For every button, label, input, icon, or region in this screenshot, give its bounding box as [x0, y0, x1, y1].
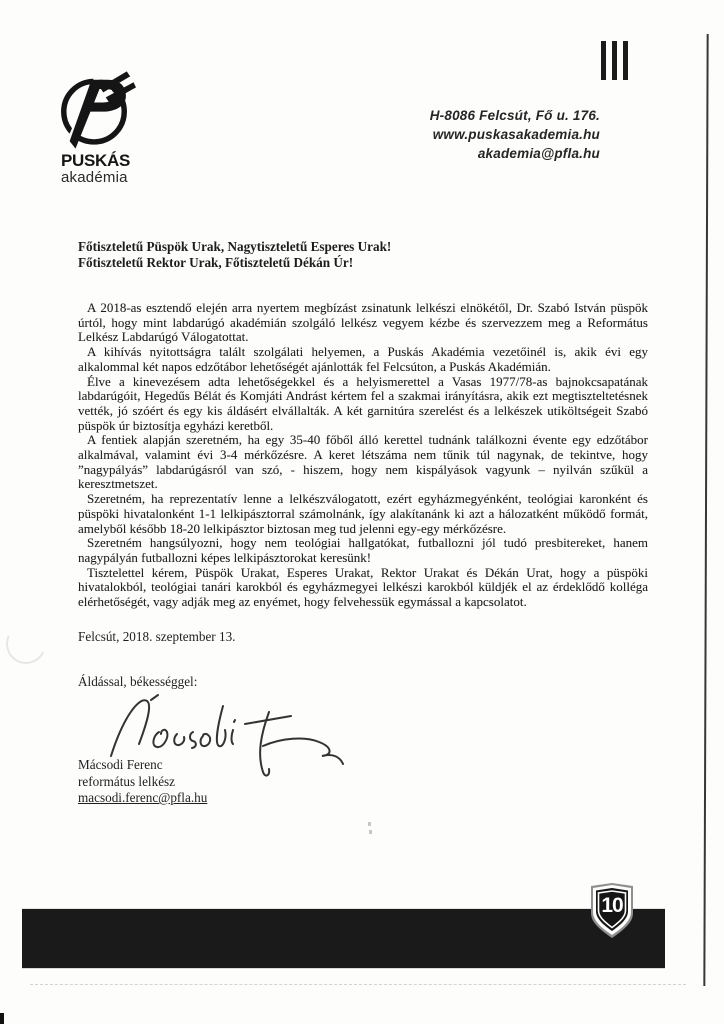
tally-bar	[601, 41, 606, 80]
scan-speck	[369, 830, 372, 834]
tally-bar	[612, 41, 617, 80]
salutation-line-1: Főtiszteletű Püspök Urak, Nagytiszteletű Esperes Urak!	[78, 239, 392, 254]
paragraph: Tisztelettel kérem, Püspök Urakat, Esperes Urakat, Rektor Urakat és Dékán Urat, hogy a püspöki hivatalokból, teológiai tanári karokból és egyházmegyei lelkészi karokból küldjék el az érdeklődő kolléga elérhetőségét, vagy adják meg az enyémet, hogy felvehessük egymással a kapcsolatot.	[78, 564, 648, 610]
signer-block	[78, 757, 207, 807]
paragraph: Szeretném hangsúlyozni, hogy nem teológiai hallgatókat, futballozni jól tudó presbitereket, hanem nagypályán futballozni képes lelkipásztorokat keresünk!	[78, 535, 648, 565]
address-email: akademia@pfla.hu	[477, 146, 600, 161]
logo-brand-name: PUSKÁS	[61, 151, 131, 170]
closing-phrase: Áldással, békességgel:	[78, 674, 198, 689]
footer-black-bar	[22, 909, 665, 968]
logo-brand-subtitle: akadémia	[61, 169, 128, 186]
scan-dashed-line	[30, 984, 686, 985]
logo-p-emblem-icon	[50, 68, 138, 152]
dateline: Felcsút, 2018. szeptember 13.	[78, 629, 236, 644]
paragraph: Szeretném, ha reprezentatív lenne a lelkészválogatott, ezért egyházmegyénként, teológiai karonként és püspöki hivatalonként 1-1 lelkipásztorral számolnánk, így alakítanánk ki azt a hálozatként működő formát, amelyből később 18-20 lelkipásztor biztosan meg tud jelenni egy-egy mérkőzésre.	[78, 491, 648, 536]
tally-bar	[623, 41, 628, 80]
paragraph: A 2018-as esztendő elején arra nyertem megbízást zsinatunk lelkészi elnökétől, Dr. Szabó István püspök úrtól, hogy mint labdarúgó akadémián szolgáló lelkész vegyem kézbe és szervezzem meg a Református Lelkész Labdarúgó Válogatottat.	[78, 300, 648, 345]
puskas-akademia-logo	[50, 68, 150, 186]
scan-corner-mark	[0, 1013, 4, 1024]
scan-speck	[368, 822, 371, 826]
scan-edge-line	[703, 34, 708, 986]
signer-title: református lelkész	[78, 773, 176, 789]
letterhead-address	[430, 106, 600, 163]
tally-marks-icon	[601, 41, 628, 80]
paragraph: A kihívás nyitottságra talált szolgálati helyemen, a Puskás Akadémia vezetőinél is, akik évi egy alkalommal két napos edzőtábor lehetőségét ajánlották fel Felcsúton, a Puskás Akadémián.	[78, 344, 648, 374]
salutation-line-2: Főtiszteletű Rektor Urak, Főtiszteletű Dékán Úr!	[78, 255, 354, 270]
signer-email: macsodi.ferenc@pfla.hu	[78, 790, 208, 805]
salutation	[78, 239, 658, 271]
paragraph: Élve a kinevezésem adta lehetőségekkel és a helyismerettel a Vasas 1977/78-as bajnokcsapatának labdarúgóit, Hegedűs Bélát és Komjáti Andrást kértem fel a szakmai irányításra, akik ezt megtiszteltetésnek vették, jó szóért és egy kis áldásért elvállalták. A két garnitúra szerelést és a lelkészek utiköltségeit Szabó püspök úr biztosítja egyházi keretből.	[78, 373, 648, 433]
signer-name: Mácsodi Ferenc	[78, 757, 163, 772]
paragraph: A fentiek alapján szeretném, ha egy 35-40 főből álló kerettel tudnánk találkozni évente egy edzőtábor alkalmával, valamint évi 3-4 mérkőzésre. A keret létszáma nem tűnik túl nagynak, de tekintve, hogy ”nagypályás” labdarúgásról van szó, - hiszem, hogy nem kispályások vagyunk – nyilván szűkül a keresztmetszet.	[78, 432, 648, 492]
letter-body	[78, 301, 648, 610]
address-website: www.puskasakademia.hu	[432, 127, 600, 142]
address-line: H-8086 Felcsút, Fő u. 176.	[429, 108, 600, 123]
scan-fold-mark	[0, 618, 51, 669]
jersey-number: 10	[601, 894, 623, 917]
